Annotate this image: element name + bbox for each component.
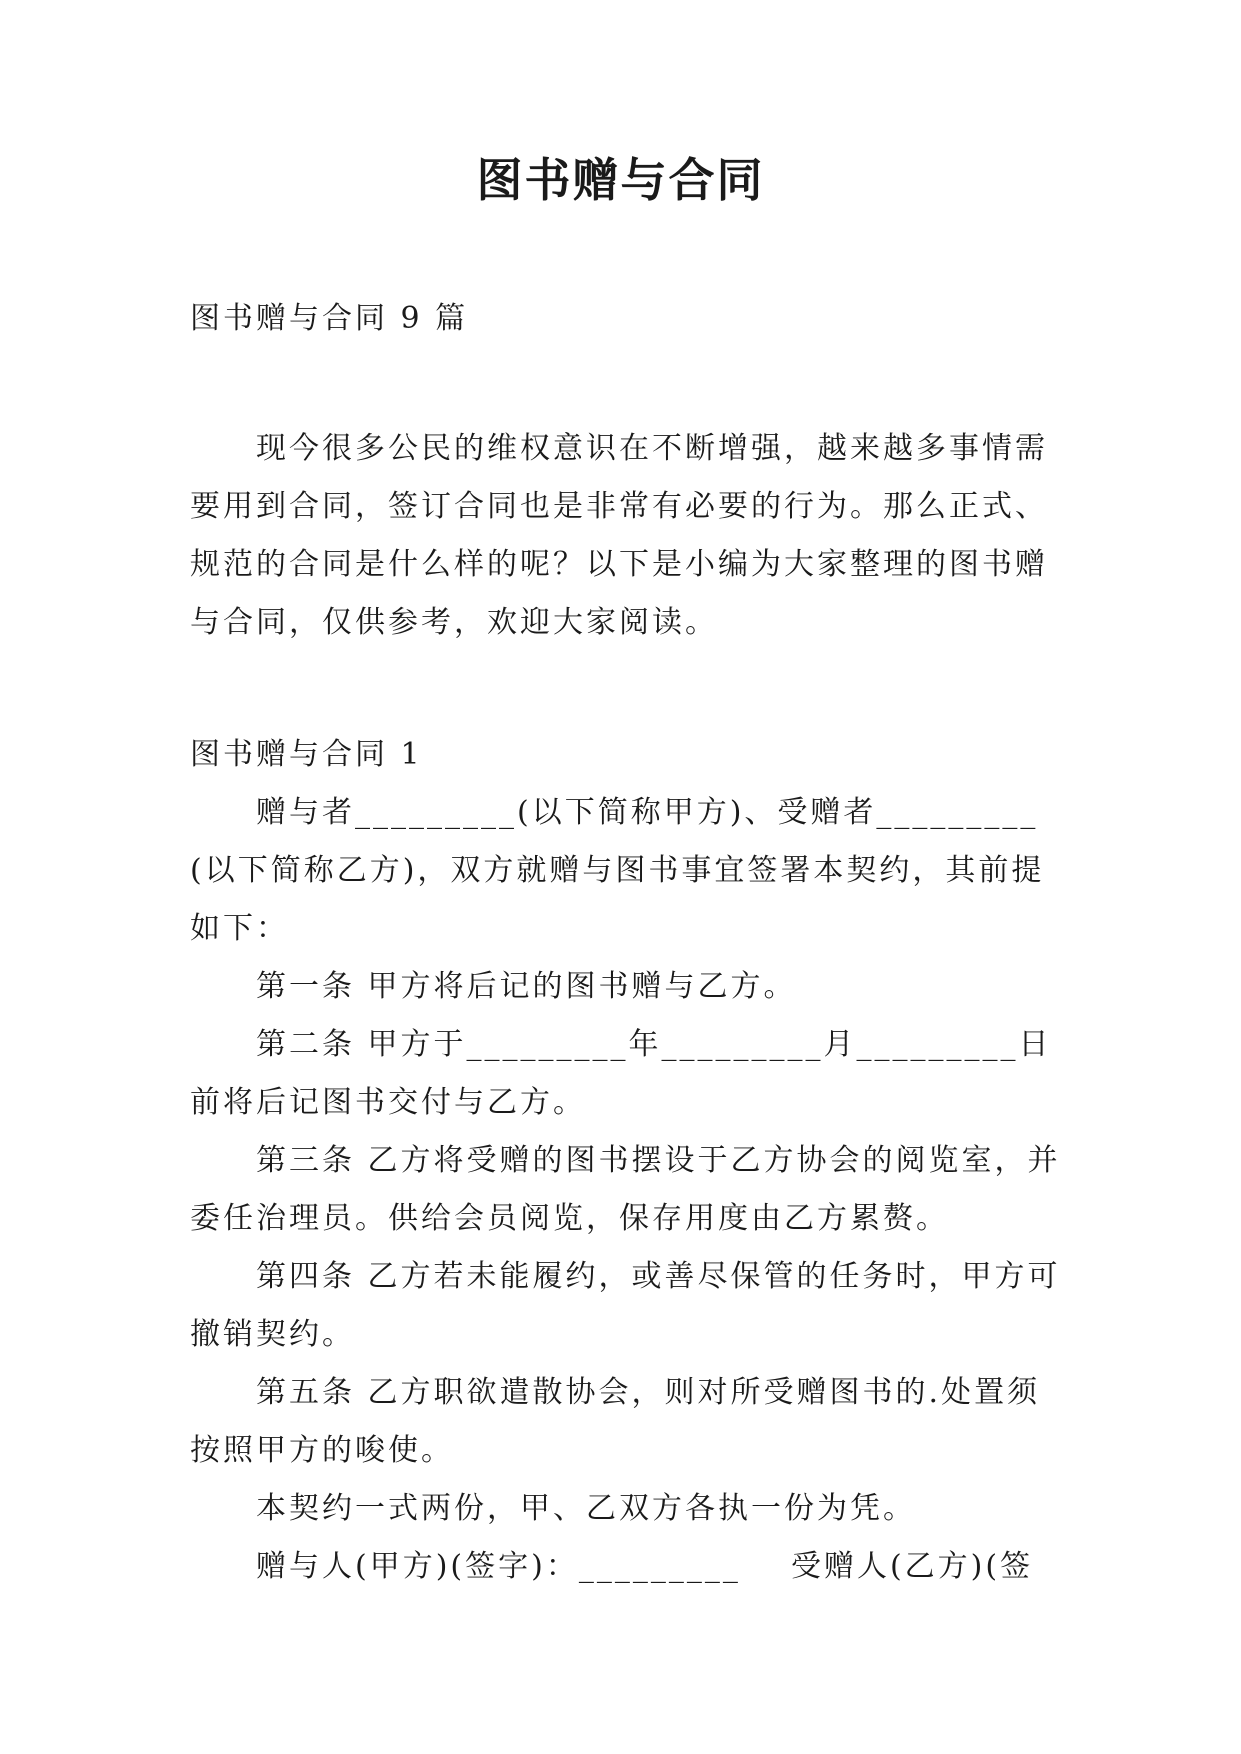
article-3: 第三条 乙方将受赠的图书摆设于乙方协会的阅览室，并委任治理员。供给会员阅览，保存用度由乙方累赘。 bbox=[190, 1143, 1061, 1236]
article-5: 第五条 乙方职欲遣散协会，则对所受赠图书的.处置须按照甲方的唆使。 bbox=[190, 1375, 1041, 1468]
article-4: 第四条 乙方若未能履约，或善尽保管的任务时，甲方可撤销契约。 bbox=[190, 1259, 1061, 1352]
document-body bbox=[190, 290, 1070, 1596]
opening-paragraph: 赠与者_________(以下简称甲方)、受赠者_________(以下简称乙方)，双方就赠与图书事宜签署本契约，其前提如下： bbox=[190, 795, 1045, 946]
signature-line: 赠与人(甲方)(签字)：_________ 受赠人(乙方)(签 bbox=[256, 1549, 1034, 1584]
document-title: 图书赠与合同 bbox=[476, 153, 765, 207]
article-2: 第二条 甲方于_________年_________月_________日前将后记图书交付与乙方。 bbox=[190, 1027, 1052, 1120]
copies-clause: 本契约一式两份，甲、乙双方各执一份为凭。 bbox=[256, 1491, 916, 1526]
article-1: 第一条 甲方将后记的图书赠与乙方。 bbox=[256, 969, 797, 1004]
intro-paragraph: 现今很多公民的维权意识在不断增强，越来越多事情需要用到合同，签订合同也是非常有必要的行为。那么正式、规范的合同是什么样的呢？以下是小编为大家整理的图书赠与合同，仅供参考，欢迎大家阅读。 bbox=[190, 431, 1048, 640]
document-subtitle: 图书赠与合同 9 篇 bbox=[190, 301, 469, 336]
section-heading: 图书赠与合同 1 bbox=[190, 737, 423, 772]
